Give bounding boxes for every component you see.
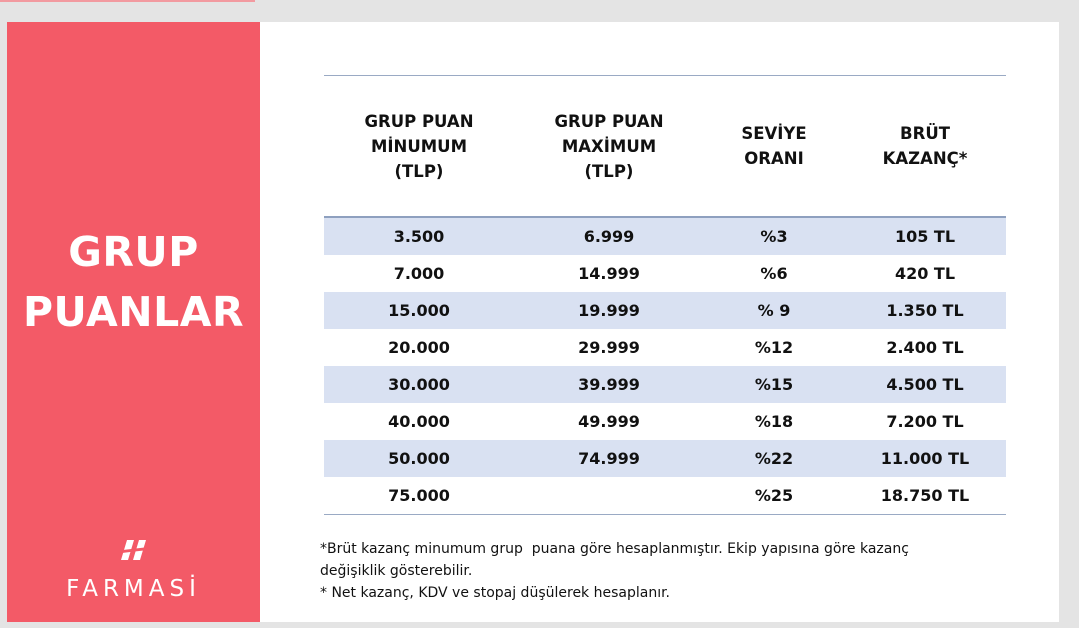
- cell-min-points: 75.000: [388, 486, 450, 505]
- cell-max-points: 39.999: [578, 375, 640, 394]
- table-row: [324, 366, 1006, 403]
- cell-gross-earning: 11.000 TL: [880, 449, 970, 468]
- table-row: [324, 218, 1006, 255]
- sidebar-panel: [7, 22, 260, 622]
- table-row: [324, 477, 1006, 514]
- cell-level-rate: %15: [754, 375, 794, 394]
- header-min-line-3: (TLP): [394, 161, 444, 181]
- header-max-points: [514, 109, 704, 184]
- header-max-line-2: MAXİMUM: [561, 136, 657, 156]
- footnote-line: * Net kazanç, KDV ve stopaj düşülerek hesaplanır.: [320, 585, 671, 601]
- header-level-rate: [704, 121, 844, 171]
- table-row: [324, 255, 1006, 292]
- table-row: [324, 440, 1006, 477]
- cell-gross-earning: 1.350 TL: [886, 301, 964, 320]
- cell-gross-earning: 105 TL: [894, 227, 956, 246]
- header-min-line-2: MİNUMUM: [370, 136, 467, 156]
- cell-max-points: 6.999: [583, 227, 635, 246]
- header-max-line-1: GRUP PUAN: [554, 111, 664, 131]
- table-bottom-rule: [324, 514, 1006, 515]
- cell-max-points: 14.999: [578, 264, 640, 283]
- cell-level-rate: %25: [754, 486, 794, 505]
- cell-max-points: 29.999: [578, 338, 640, 357]
- header-min-points: [324, 109, 514, 184]
- footnote-line: değişiklik gösterebilir.: [320, 563, 473, 579]
- farmasi-logo-text: FARMASİ: [66, 576, 201, 602]
- header-rate-line-2: ORANI: [744, 149, 804, 168]
- table-row: [324, 292, 1006, 329]
- table-body: [324, 218, 1006, 514]
- cell-level-rate: %3: [760, 227, 788, 246]
- cell-level-rate: %22: [754, 449, 794, 468]
- footnote-line: *Brüt kazanç minumum grup puana göre hesaplanmıştır. Ekip yapısına göre kazanç: [320, 541, 909, 557]
- cell-min-points: 40.000: [388, 412, 450, 431]
- slide: [7, 22, 1059, 622]
- cell-min-points: 20.000: [388, 338, 450, 357]
- header-max-line-3: (TLP): [584, 161, 634, 181]
- table-row: [324, 329, 1006, 366]
- sidebar-title: [7, 222, 260, 342]
- cell-level-rate: %12: [754, 338, 794, 357]
- cell-level-rate: %6: [760, 264, 788, 283]
- cell-max-points: 19.999: [578, 301, 640, 320]
- cell-min-points: 50.000: [388, 449, 450, 468]
- table-header: [324, 76, 1006, 216]
- cell-min-points: 15.000: [388, 301, 450, 320]
- cell-gross-earning: 2.400 TL: [886, 338, 964, 357]
- cell-gross-earning: 18.750 TL: [880, 486, 970, 505]
- header-gross-earning: [844, 121, 1006, 171]
- cell-max-points: 49.999: [578, 412, 640, 431]
- table-row: [324, 403, 1006, 440]
- cell-min-points: 3.500: [393, 227, 445, 246]
- cell-min-points: 30.000: [388, 375, 450, 394]
- sidebar-title-line-1: GRUP: [68, 228, 199, 276]
- sidebar-title-line-2: PUANLAR: [22, 288, 245, 336]
- points-table: [324, 75, 1006, 515]
- cell-level-rate: % 9: [757, 301, 791, 320]
- cell-gross-earning: 420 TL: [894, 264, 956, 283]
- cell-gross-earning: 4.500 TL: [886, 375, 964, 394]
- footnotes: [320, 538, 1040, 604]
- cell-level-rate: %18: [754, 412, 794, 431]
- cell-gross-earning: 7.200 TL: [886, 412, 964, 431]
- header-gross-line-2: KAZANÇ*: [882, 149, 968, 168]
- header-min-line-1: GRUP PUAN: [364, 111, 474, 131]
- cell-min-points: 7.000: [393, 264, 445, 283]
- top-accent-bar: [0, 0, 255, 2]
- cell-max-points: 74.999: [578, 449, 640, 468]
- header-rate-line-1: SEVİYE: [741, 124, 807, 143]
- farmasi-logo-icon: [119, 538, 153, 562]
- header-gross-line-1: BRÜT: [900, 124, 950, 143]
